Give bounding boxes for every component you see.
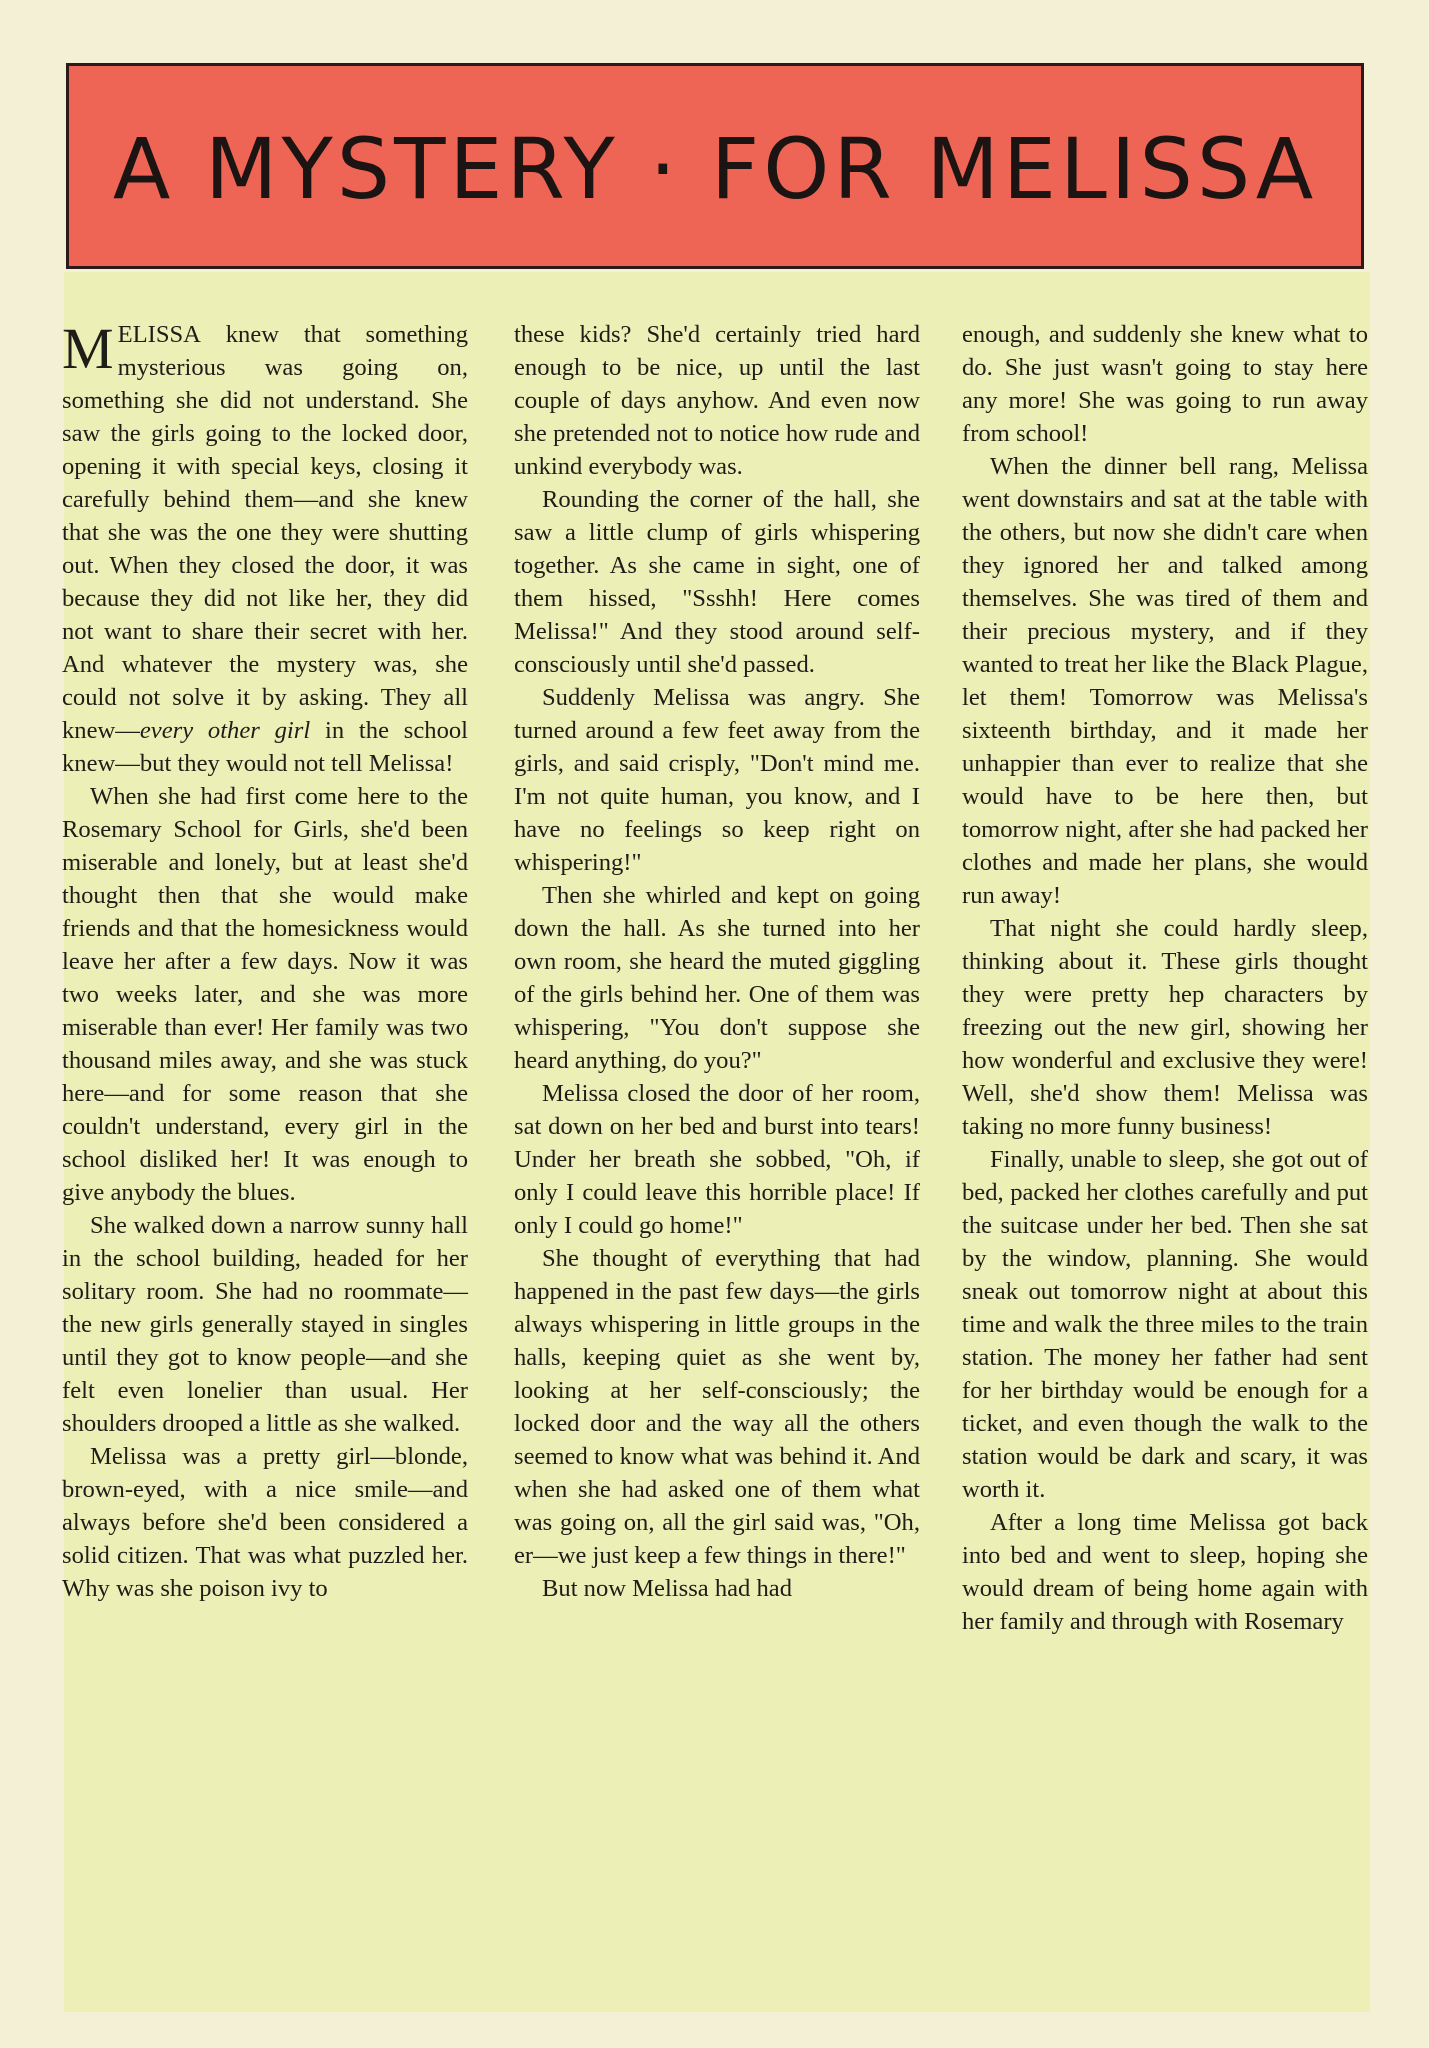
paragraph: When she had first come here to the Rosemary School for Girls, she'd been miserable and lonely, but at least she'd thought then that she would make friends and that the homesickness would leave her after a few days. Now it was two weeks later, and she was more miserable than ever! Her family was two thousand miles away, and she was stuck here—and for some reason that she couldn't understand, every girl in the school disliked her! It was enough to give anybody the blues. xyxy=(62,783,468,1206)
paragraph: Melissa closed the door of her room, sat down on her bed and burst into tears! Under her breath she sobbed, "Oh, if only I could leave this horrible place! If only I could go home!" xyxy=(514,1080,920,1239)
paragraph: When the dinner bell rang, Melissa went downstairs and sat at the table with the others, but now she didn't care when they ignored her and talked among themselves. She was tired of them and their precious mystery, and if they wanted to treat her like the Black Plague, let them! Tomorrow was Melissa's sixteenth birthday, and it made her unhappier than ever to realize that she would have to be here then, but tomorrow night, after she had packed her clothes and made her plans, she would run away! xyxy=(962,453,1368,909)
paragraph: She walked down a narrow sunny hall in the school building, headed for her solitary room. She had no roommate—the new girls generally stayed in singles until they got to know people—and she felt even lonelier than usual. Her shoulders drooped a little as she walked. xyxy=(62,1212,468,1437)
story-title: A MYSTERY · FOR MELISSA xyxy=(112,120,1318,218)
paragraph-text: knew that something mysterious was going on, something she did not understand. She saw the girls going to the locked door, opening it with special keys, closing it carefully behind them—and she knew that she was the one they were shutting out. When they closed the door, it was because they did not like her, they did not want to share their secret with her. And whatever the mystery was, she could not solve it by asking. They all knew— xyxy=(62,321,468,744)
title-banner xyxy=(66,63,1364,269)
text-column-2 xyxy=(514,318,920,1605)
paragraph xyxy=(62,318,468,780)
paragraph: But now Melissa had had xyxy=(542,1575,793,1602)
paragraph: enough, and suddenly she knew what to do. She just wasn't going to stay here any more! She was going to run away from school! xyxy=(962,321,1368,447)
paragraph: Rounding the corner of the hall, she saw a little clump of girls whispering together. As she came in sight, one of them hissed, "Ssshh! Here comes Melissa!" And they stood around self-consciously until she'd passed. xyxy=(514,486,920,678)
paragraph: Melissa was a pretty girl—blonde, brown-eyed, with a nice smile—and always before she'd been considered a solid citizen. That was what puzzled her. Why was she poison ivy to xyxy=(62,1443,468,1602)
paragraph: Suddenly Melissa was angry. She turned around a few feet away from the girls, and said crisply, "Don't mind me. I'm not quite human, you know, and I have no feelings so keep right on whispering!" xyxy=(514,684,920,876)
text-column-1 xyxy=(62,318,468,1605)
paragraph: She thought of everything that had happened in the past few days—the girls always whispering in little groups in the halls, keeping quiet as she went by, looking at her self-consciously; the locked door and the way all the others seemed to know what was behind it. And when she had asked one of them what was going on, all the girl said was, "Oh, er—we just keep a few things in there!" xyxy=(514,1245,920,1569)
text-column-3 xyxy=(962,318,1368,1638)
paragraph: After a long time Melissa got back into bed and went to sleep, hoping she would dream of being home again with her family and through with Rosemary xyxy=(962,1509,1368,1635)
drop-cap: M xyxy=(62,316,114,381)
paragraph-text: in the school knew—but they would not tell Melissa! xyxy=(62,717,468,777)
paragraph: Finally, unable to sleep, she got out of bed, packed her clothes carefully and put the suitcase under her bed. Then she sat by the window, planning. She would sneak out tomorrow night at about this time and walk the three miles to the train station. The money her father had sent for her birthday would be enough for a ticket, and even though the walk to the station would be dark and scary, it was worth it. xyxy=(962,1146,1368,1503)
paragraph: these kids? She'd certainly tried hard enough to be nice, up until the last couple of days anyhow. And even now she pretended not to notice how rude and unkind everybody was. xyxy=(514,321,920,480)
italic-phrase: every other girl xyxy=(139,717,311,744)
paragraph: Then she whirled and kept on going down the hall. As she turned into her own room, she heard the muted giggling of the girls behind her. One of them was whispering, "You don't suppose she heard anything, do you?" xyxy=(514,882,920,1074)
paragraph: That night she could hardly sleep, thinking about it. These girls thought they were pretty hep characters by freezing out the new girl, showing her how wonderful and exclusive they were! Well, she'd show them! Melissa was taking no more funny business! xyxy=(962,915,1368,1140)
opening-word: ELISSA xyxy=(117,321,201,348)
